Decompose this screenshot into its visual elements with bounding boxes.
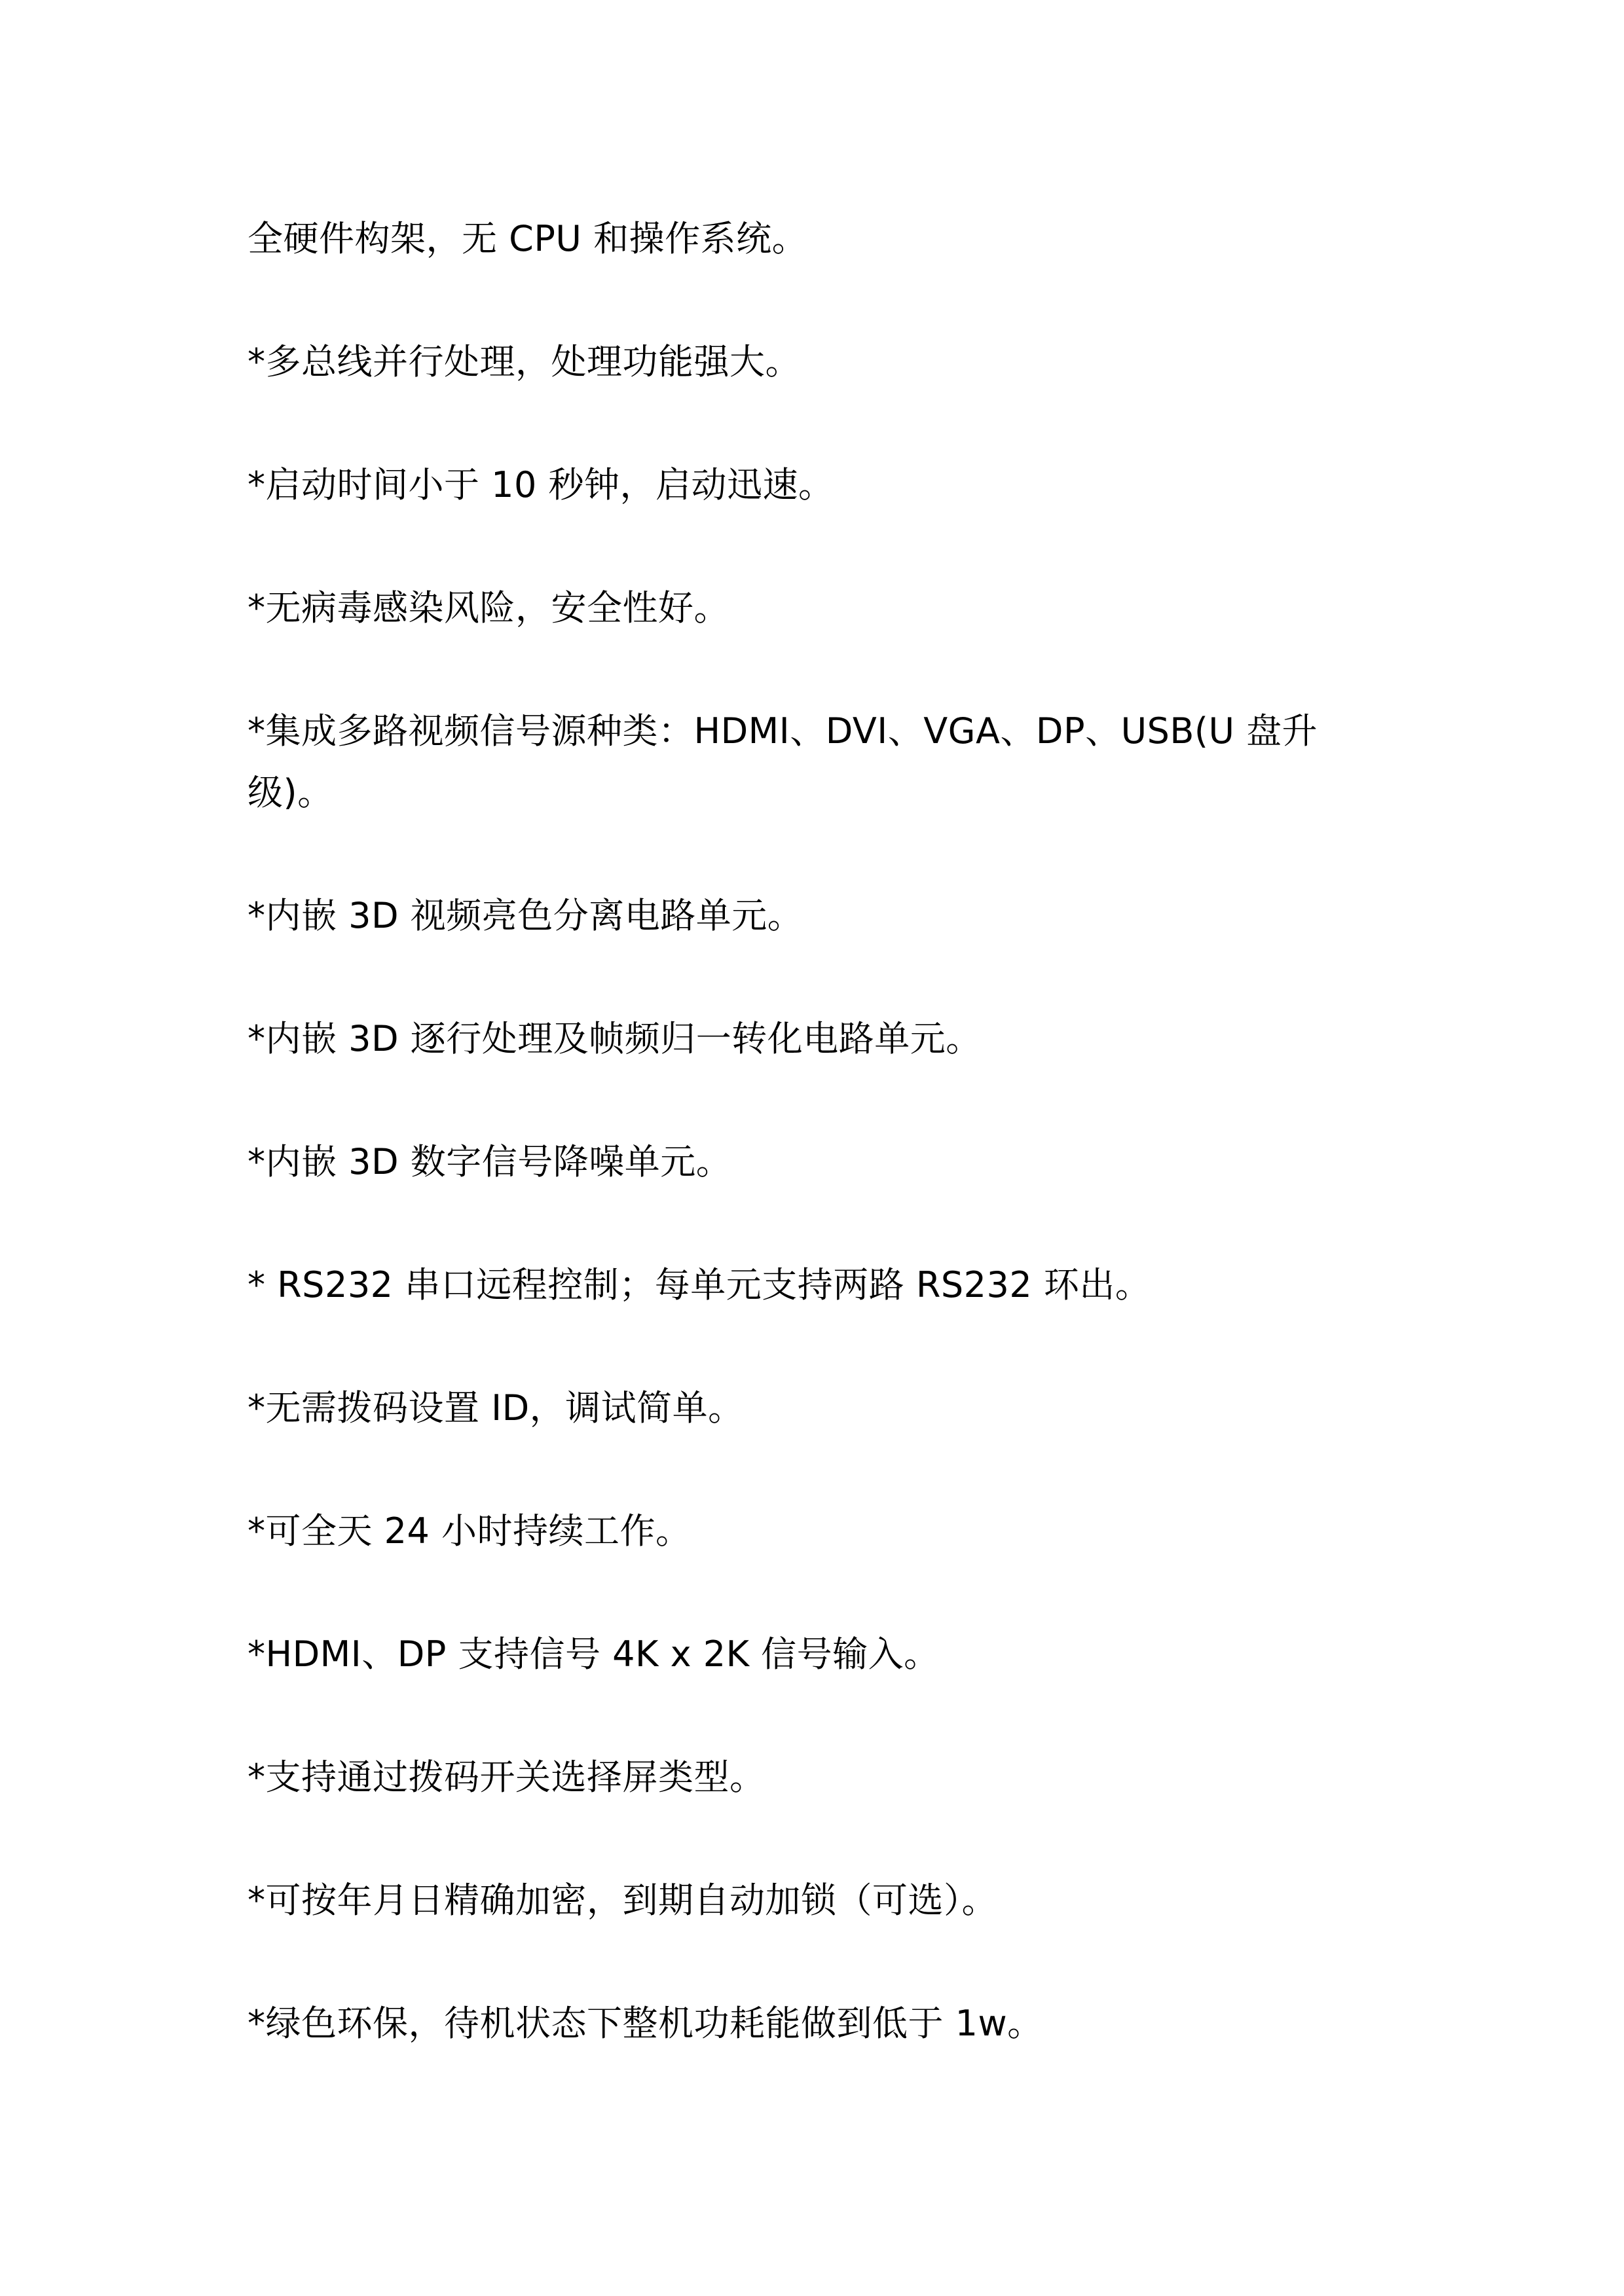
paragraph-4k: *HDMI、DP 支持信号 4K x 2K 信号输入。: [248, 1633, 940, 1675]
paragraph-3d-noise: *内嵌 3D 数字信号降噪单元。: [248, 1141, 732, 1182]
paragraph-signal-sources: *集成多路视频信号源种类：HDMI、DVI、VGA、DP、USB(U 盘升级)。: [248, 710, 1318, 813]
paragraph-multibus: *多总线并行处理，处理功能强大。: [248, 341, 801, 382]
paragraph-green: *绿色环保，待机状态下整机功耗能做到低于 1w。: [248, 2003, 1043, 2044]
paragraph-no-dip-id: *无需拨码设置 ID，调试简单。: [248, 1387, 744, 1429]
paragraph-boot-time: *启动时间小于 10 秒钟，启动迅速。: [248, 464, 834, 505]
paragraph-architecture: 全硬件构架，无 CPU 和操作系统。: [248, 218, 808, 259]
paragraph-encryption: *可按年月日精确加密，到期自动加锁（可选）。: [248, 1880, 997, 1921]
paragraph-3d-separation: *内嵌 3D 视频亮色分离电路单元。: [248, 895, 803, 936]
paragraph-screen-type: *支持通过拨码开关选择屏类型。: [248, 1757, 766, 1798]
paragraph-24h: *可全天 24 小时持续工作。: [248, 1510, 692, 1552]
document-body: [248, 208, 1387, 2054]
paragraph-3d-progressive: *内嵌 3D 逐行处理及帧频归一转化电路单元。: [248, 1018, 982, 1059]
paragraph-virus-free: *无病毒感染风险，安全性好。: [248, 587, 729, 629]
paragraph-rs232: * RS232 串口远程控制；每单元支持两路 RS232 环出。: [248, 1264, 1151, 1305]
